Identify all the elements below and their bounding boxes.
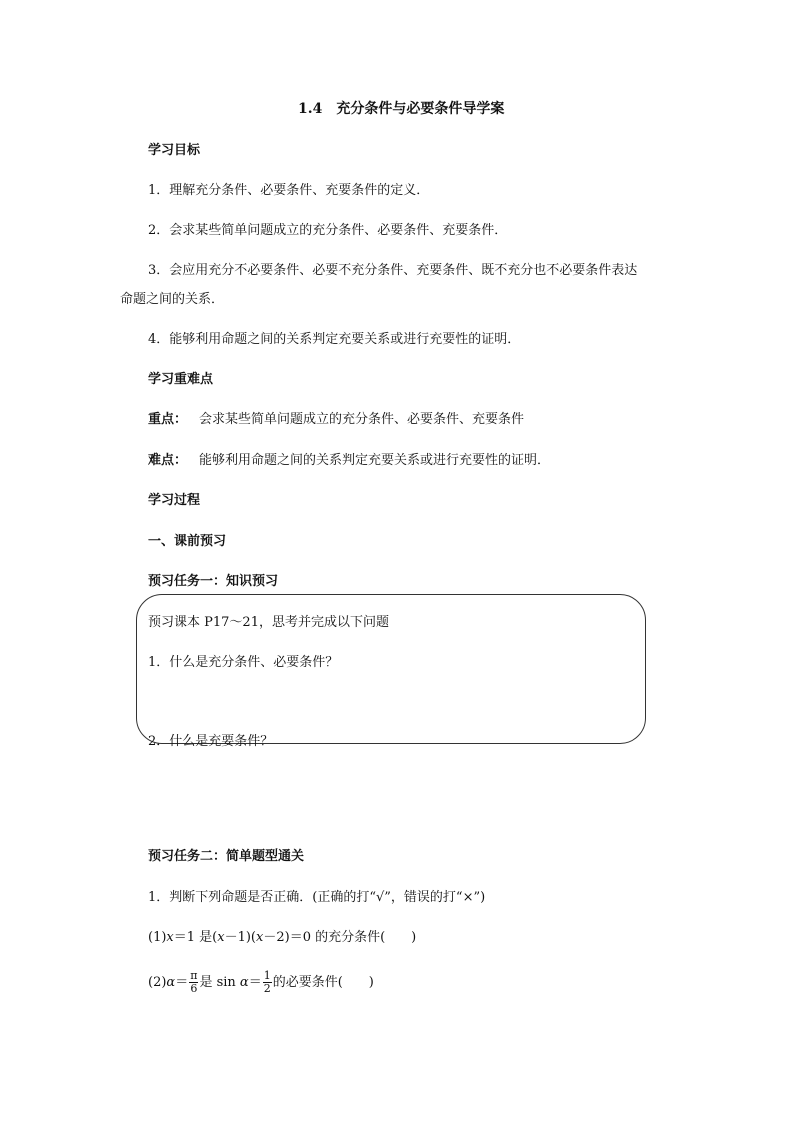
item1-var-x-3: x	[256, 930, 264, 945]
item2-part-3: 的必要条件( )	[272, 975, 374, 990]
box-question-1: 1．什么是充分条件、必要条件？	[148, 655, 339, 670]
box-question-2: 2．什么是充要条件？	[148, 734, 274, 749]
goals-heading: 学习目标	[148, 143, 201, 158]
difficulty-line	[148, 452, 550, 470]
difficulty-text: 能够利用命题之间的关系判定充要关系或进行充要性的证明．	[199, 453, 551, 468]
focus-line	[148, 411, 524, 429]
difficulty-label: 难点：	[148, 453, 188, 468]
section-heading-preview: 一、课前预习	[148, 534, 227, 549]
item2-alpha-1: α	[166, 975, 176, 990]
focus-label: 重点：	[148, 412, 188, 427]
fraction-denominator: 2	[263, 982, 271, 995]
exercise-item-1	[148, 929, 416, 947]
process-heading: 学习过程	[148, 493, 201, 508]
page-title: 1.4 充分条件与必要条件导学案	[298, 101, 505, 117]
item2-part-1: (2)	[148, 975, 167, 990]
item1-part-1: (1)	[148, 930, 167, 945]
box-intro: 预习课本 P17～21，思考并完成以下问题	[148, 615, 389, 630]
fraction-pi-over-6	[189, 970, 198, 995]
focus-text: 会求某些简单问题成立的充分条件、必要条件、充要条件	[199, 412, 525, 427]
fraction-numerator: π	[190, 969, 198, 982]
exercise-item-2	[148, 970, 374, 995]
item2-equals-2: ＝	[248, 975, 262, 990]
item1-part-2: ＝1 是(	[173, 930, 218, 945]
goal-item-2: 2．会求某些简单问题成立的充分条件、必要条件、充要条件．	[148, 223, 508, 238]
goal-item-4: 4．能够利用命题之间的关系判定充要关系或进行充要性的证明．	[148, 332, 521, 347]
fraction-1-over-2	[263, 970, 272, 995]
goal-item-3-continued: 命题之间的关系．	[120, 292, 225, 307]
item2-part-2: 是 sin	[199, 975, 240, 990]
judge-instruction: 1．判断下列命题是否正确．(正确的打“√”，错误的打“×”)	[148, 890, 486, 905]
item1-var-x-2: x	[217, 930, 225, 945]
task1-heading: 预习任务一：知识预习	[148, 574, 279, 589]
item1-part-3: －1)(	[224, 930, 257, 945]
goal-item-3: 3．会应用充分不必要条件、必要不充分条件、充要条件、既不充分也不必要条件表达	[148, 263, 638, 278]
goal-item-1: 1．理解充分条件、必要条件、充要条件的定义．	[148, 183, 430, 198]
item2-alpha-2: α	[239, 975, 249, 990]
key-points-heading: 学习重难点	[148, 372, 214, 387]
item2-equals-1: ＝	[175, 975, 189, 990]
task2-heading: 预习任务二：简单题型通关	[148, 849, 305, 864]
item1-var-x-1: x	[166, 930, 174, 945]
item1-part-4: －2)＝0 的充分条件( )	[263, 930, 417, 945]
fraction-denominator: 6	[190, 982, 198, 995]
fraction-numerator: 1	[263, 969, 271, 982]
